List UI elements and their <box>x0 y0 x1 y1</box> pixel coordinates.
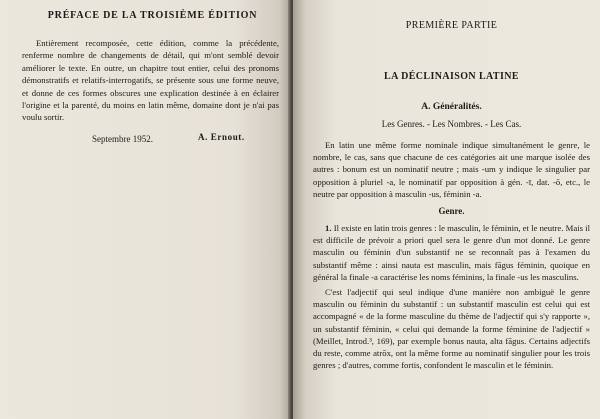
part-title: PREMIÈRE PARTIE <box>405 20 498 31</box>
paragraph-1-text: Il existe en latin trois genres : le masculin, le féminin, et le neutre. Mais il est difficile de prévoir a priori quel sera le genre d'un mot donné. Le genre masculin ou féminin d'un substantif ne se reconnaît pas à l'examen du substantif même : ainsi nauta est masculin, mais fāgus féminin, quoique en général la finale -a caractérise les noms féminins, la finale -us les masculins. <box>313 223 591 282</box>
section-subtitle: Les Genres. - Les Nombres. - Les Cas. <box>381 119 522 129</box>
chapter-title: LA DÉCLINAISON LATINE <box>384 71 519 82</box>
preface-author: A. Ernout. <box>198 131 245 142</box>
preface-date: Septembre 1952. <box>92 133 153 144</box>
paragraph-2: C'est l'adjectif qui seul indique d'une manière non ambiguë le genre masculin ou féminin du substantif : un substantif masculin est celui qui est accompagné « de la forme masculine du thème de l'adjectif qui s'y rapporte », un substantif féminin, « celui qui demande la forme féminine de l'adjectif » (Meillet, Introd.³, 169), par exemple bonus nauta, alta fāgus. Certains adjectifs du reste, comme atrōx, ont la même forme au nominatif singulier pour les trois genres ; d'autres, comme fortis, confondent le masculin et le féminin. <box>313 287 590 371</box>
paragraph-1 <box>313 222 590 283</box>
genre-heading: Genre. <box>438 206 465 217</box>
right-page <box>293 0 600 419</box>
left-page <box>0 0 291 419</box>
preface-paragraph: Entièrement recomposée, cette édition, comme la précédente, renferme nombre de changements de détail, qui m'ont semblé devoir améliorer le texte. En outre, un chapitre tout entier, celui des pronoms démonstratifs et relatifs-interrogatifs, se présente sous une forme neuve, et donne de ces formes obscures une explication destinée à en éclairer l'origine et la parenté, du moins en latin même, domaine dont je n'ai pas voulu sortir. <box>22 38 279 123</box>
section-title: A. Généralités. <box>421 102 482 112</box>
preface-signature <box>22 131 279 148</box>
paragraph-number: 1. <box>325 223 332 234</box>
intro-paragraph: En latin une même forme nominale indique simultanément le genre, le nombre, le cas, sans que chacune de ces catégories ait une marque isolée des autres : bonum est un nominatif neutre ; mais -um y indique le singulier par opposition à pluriel -a, le nominatif par opposition à gén. -ī, dat. -ō, etc., le neutre par opposition à masculin -us, féminin -a. <box>313 140 590 199</box>
preface-title: PRÉFACE DE LA TROISIÈME ÉDITION <box>47 10 258 21</box>
